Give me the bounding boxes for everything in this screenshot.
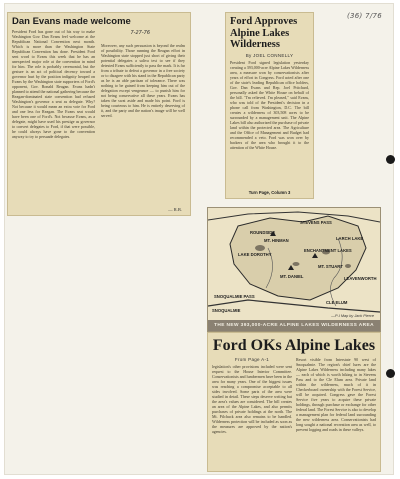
map-label: MT. HINMAN	[264, 238, 289, 243]
map-label: LEAVENWORTH	[344, 276, 377, 281]
paragraph: It is far from a tribute to defeat a governor in a free society or to disagree with his stand in the Republican party as he is an able partisan of tolerance.	[101, 63, 185, 83]
paragraph: President Ford has gone out of his way to make Washington Gov. Dan Evans feel welcome at the Republican National Convention next month.	[12, 29, 95, 44]
map-label: ENCHANTMENT LAKES	[304, 248, 352, 253]
paragraph: There was nothing to be gained from keeping him out of the delegation except vengeance — to punish him for not being conservative all these years.	[101, 78, 185, 98]
headline: Ford OKs Alpine Lakes	[212, 337, 376, 354]
paragraph: "I'm relieved. I'm pleased," said Evans, who was told of the President's decision in a phone call from Washington, D.C.	[230, 95, 309, 110]
article-body-left	[12, 29, 95, 213]
article-body-left: legislation's other provisions included were sent request to the House Interior Committee. Conservationists and lumbermen have been in the area for many years. One of the biggest issues was reaching a compromise acceptable to all sides involved. Some parts of the area were studied in detail. These steps deserve writing but the area's values are considered. The bill creates an area of the Alpine Lakes, and also permits purchases of private holdings at the north. The Mt. Pilchuck area also remains to be handled. Wilderness protection will be included as soon as the measures are approved by the nation's agencies.	[212, 364, 292, 434]
lake-shape	[255, 245, 265, 251]
lake-shape	[293, 262, 300, 266]
paragraph: The Agriculture and the Office of Management and Budget had recommended a veto. Ford was won over by backers of the area who brought it to the attention of the White House.	[230, 125, 309, 150]
paragraph: Ford acted after one of the state's leading Republican office holders, Gov. Dan Evans and Rep. Joel Pritchard, personally asked the White House on behalf of the bill.	[230, 75, 309, 100]
headline: Ford Approves Alpine Lakes Wilderness	[230, 16, 298, 50]
map-caption: THE NEW 393,000-ACRE ALPINE LAKES WILDERNESS AREA	[208, 320, 380, 331]
map-label: MT. STUART	[318, 264, 343, 269]
scrapbook-page	[4, 3, 394, 475]
paragraph: Evans hadn't planned to attend the national gathering because the Reagan-dominated state convention had refused Washington's governor a seat as delegate.	[12, 84, 95, 104]
clipping-approves	[226, 13, 313, 198]
headline: Dan Evans made welcome	[12, 16, 131, 27]
binder-hole-icon	[386, 369, 395, 378]
clipping-oks	[208, 333, 380, 471]
map-label: LARCH LAKE	[336, 236, 364, 241]
continued-from: From Page A-1	[234, 357, 270, 362]
paragraph: Moreover, any such persuasion is beyond the realm of possibility. Those running the Reagan effort in Washington state stopped just short of giving their potential delegates a saliva test to see if they detested Evans sufficiently to pass the mark.	[101, 43, 185, 68]
paragraph: The role is probably ceremonial, but the gesture is an act of political decency toward a governor hurt by the position indignity heaped on Evans by the Washington state supporters of Ford's opponent, Gov. Ronald Reagan.	[12, 64, 95, 89]
paragraph: Why?	[85, 99, 95, 104]
date-note: 7-27-76	[130, 30, 150, 36]
map-label: MT. DANIEL	[280, 274, 304, 279]
map-label: STEVENS PASS	[300, 220, 332, 225]
paragraph: Not because Evans, as a delegate, might have used his prestige as governor to convert delegates to Ford, if that were possible, he could always have gone to the convention anyway to try to persuade delegates.	[12, 114, 95, 139]
paragraph: Not because it would mean an extra vote for Ford and one less for Reagan. The Evans seat would have been one of Ford's.	[12, 104, 95, 119]
map-label: CLE ELUM	[326, 300, 348, 305]
paragraph: Evans has taken the swat aside and made his point. Ford is being courteous to him. He is entirely deserving of it, and the party and the nation's image will be well served.	[101, 93, 185, 118]
lake-shape	[345, 264, 351, 268]
alpine-lakes-map	[208, 208, 380, 331]
article-body-right: Resort visible from Interstate 90 west of Snoqualmie. The region's chief lures are the Alpine Lakes Wilderness including many lakes — each of which is worth hiking to in Stevens Pass and to the Cle Elum area. Private land within the wilderness, much of it in Checkerboard ownership with the Forest Service, will be acquired. Congress gave the Forest Service five years to acquire these private holdings, through purchase or exchange for other federal land. The Forest Service is also to develop a management plan for federal land surrounding the new wilderness area. Conservationists had long sought a national recreation area as well, to prevent logging and roads in these valleys.	[296, 357, 376, 432]
paragraph: Which is more than the Washington State Republican Convention has done.	[12, 44, 95, 54]
continued-note: Turn Page, Column 3	[248, 190, 291, 195]
map-credit: —P-I Map by Jack Pierce	[331, 314, 374, 318]
map-graphic	[208, 208, 380, 320]
map-label: SNOQUALMIE PASS	[214, 294, 255, 299]
article-body-right	[101, 43, 185, 205]
paragraph: President Ford signed legislation yesterday creating a 393,000-acre Alpine Lakes Wilderness area, a measure won by conservationists after years of effort in Congress.	[230, 60, 309, 80]
map-label: LAKE DOROTHY	[238, 252, 272, 257]
map-label: ROUNDSIDE	[250, 230, 276, 235]
binder-hole-icon	[386, 155, 395, 164]
clipping-evans	[8, 13, 190, 215]
signature: — R.B.	[168, 207, 182, 212]
map-label: SNOQUALMIE	[212, 308, 241, 313]
paragraph: President Ford sent word to Evans this week that he has an unexpected major role at the convention in mind for him.	[12, 49, 95, 69]
byline: By JOEL CONNELLY	[245, 53, 294, 58]
article-body	[230, 60, 309, 186]
wilderness-boundary	[230, 216, 366, 300]
handwritten-annotation: (36) 7/76	[346, 12, 382, 20]
paragraph: The bill creates a wilderness of 303,508 acres to be surrounded by a management unit. The Alpine Lakes bill also authorized the purchase of private land within the protected area.	[230, 105, 309, 130]
